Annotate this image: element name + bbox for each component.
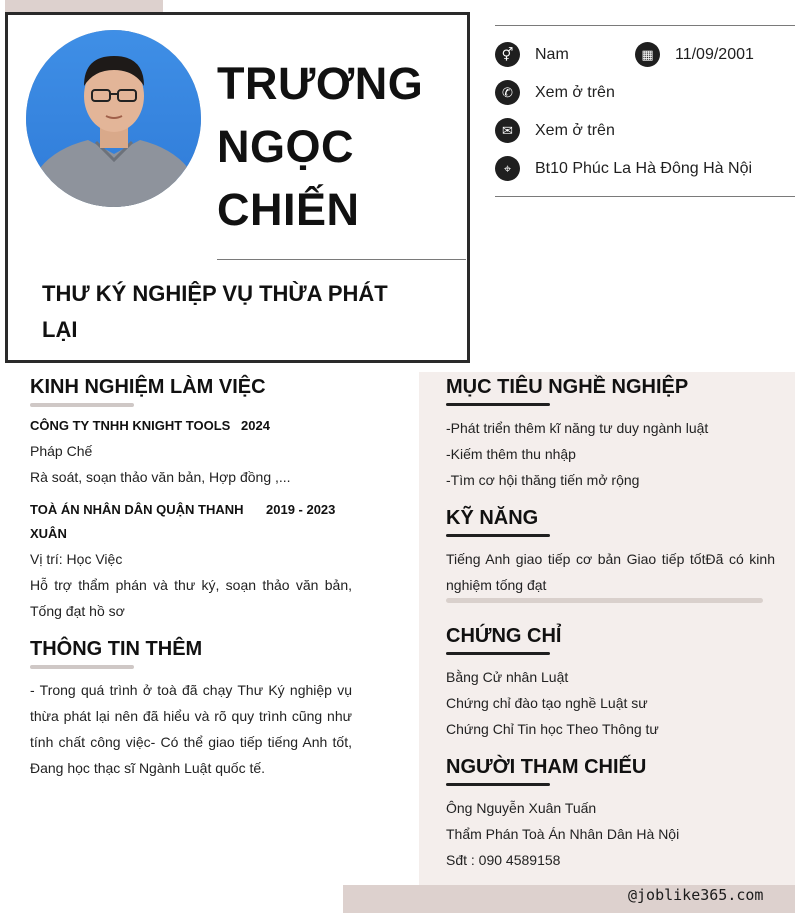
location-icon: ⌖: [495, 156, 520, 181]
contact-bottom-divider: [495, 196, 795, 197]
objective-item-3: -Tìm cơ hội thăng tiến mở rộng: [446, 472, 640, 488]
certificate-item-1: Bằng Cử nhân Luật: [446, 669, 569, 685]
footer-watermark: @joblike365.com: [628, 886, 764, 904]
reference-item-3: Sđt : 090 4589158: [446, 852, 561, 868]
objective-heading: MỤC TIÊU NGHỀ NGHIỆP: [446, 376, 689, 398]
job-1-company: CÔNG TY TNHH KNIGHT TOOLS: [30, 418, 231, 433]
calendar-icon: ▦: [635, 42, 660, 67]
contact-top-divider: [495, 25, 795, 26]
certificates-underline: [446, 652, 550, 655]
job-2-role: Vị trí: Học Việc: [30, 551, 123, 567]
more-info-heading: THÔNG TIN THÊM: [30, 638, 203, 660]
name-line-1: TRƯƠNG: [217, 58, 424, 109]
avatar-portrait-icon: [26, 30, 201, 207]
reference-item-1: Ông Nguyễn Xuân Tuấn: [446, 800, 597, 816]
job-2-description: Hỗ trợ thẩm phán và thư ký, soạn thảo văn bản, Tống đạt hồ sơ: [30, 577, 352, 619]
more-info-underline: [30, 665, 134, 669]
job-title: THƯ KÝ NGHIỆP VỤ THỪA PHÁT LẠI: [42, 281, 388, 342]
job-2-company: TOÀ ÁN NHÂN DÂN QUẬN THANH XUÂN: [30, 502, 244, 541]
full-name: [217, 52, 457, 241]
objective-item-2: -Kiếm thêm thu nhập: [446, 446, 576, 462]
skills-heading: KỸ NĂNG: [446, 507, 539, 529]
phone-icon: ✆: [495, 80, 520, 105]
certificate-item-2: Chứng chỉ đào tạo nghề Luật sư: [446, 695, 648, 711]
address-text: Bt10 Phúc La Hà Đông Hà Nội: [535, 160, 753, 177]
job-1-description: Rà soát, soạn thảo văn bản, Hợp đồng ,...: [30, 469, 291, 485]
skills-text: Tiếng Anh giao tiếp cơ bản Giao tiếp tốtĐã có kinh nghiệm tống đạt: [446, 551, 775, 593]
skills-underline: [446, 534, 550, 537]
job-2-period: 2019 - 2023: [266, 502, 336, 517]
name-divider: [217, 259, 466, 260]
certificates-heading: CHỨNG CHỈ: [446, 625, 562, 647]
job-1-period: 2024: [241, 418, 270, 433]
references-heading: NGƯỜI THAM CHIẾU: [446, 756, 647, 778]
reference-item-2: Thẩm Phán Toà Án Nhân Dân Hà Nội: [446, 826, 680, 842]
name-line-2: NGỌC: [217, 121, 354, 172]
objective-underline: [446, 403, 550, 406]
job-1-role: Pháp Chế: [30, 443, 93, 459]
phone-text: Xem ở trên: [535, 84, 615, 101]
gender-text: Nam: [535, 46, 569, 63]
avatar-photo: [26, 30, 201, 207]
name-line-3: CHIẾN: [217, 184, 360, 235]
references-underline: [446, 783, 550, 786]
certificate-item-3: Chứng Chỉ Tin học Theo Thông tư: [446, 721, 659, 737]
experience-underline: [30, 403, 134, 407]
email-text: Xem ở trên: [535, 122, 615, 139]
experience-heading: KINH NGHIỆM LÀM VIỆC: [30, 376, 266, 398]
skill-level-bar: [446, 598, 763, 603]
more-info-text: - Trong quá trình ở toà đã chạy Thư Ký nghiệp vụ thừa phát lại nên đã hiểu và rõ quy trình cũng như tính chất công việc- Có thể giao tiếp tiếng Anh tốt, Đang học thạc sĩ Ngành Luật quốc tế.: [30, 682, 352, 776]
mail-icon: ✉: [495, 118, 520, 143]
objective-item-1: -Phát triển thêm kĩ năng tư duy ngành luật: [446, 420, 709, 436]
gender-icon: ⚥: [495, 42, 520, 67]
birthday-text: 11/09/2001: [675, 46, 754, 63]
